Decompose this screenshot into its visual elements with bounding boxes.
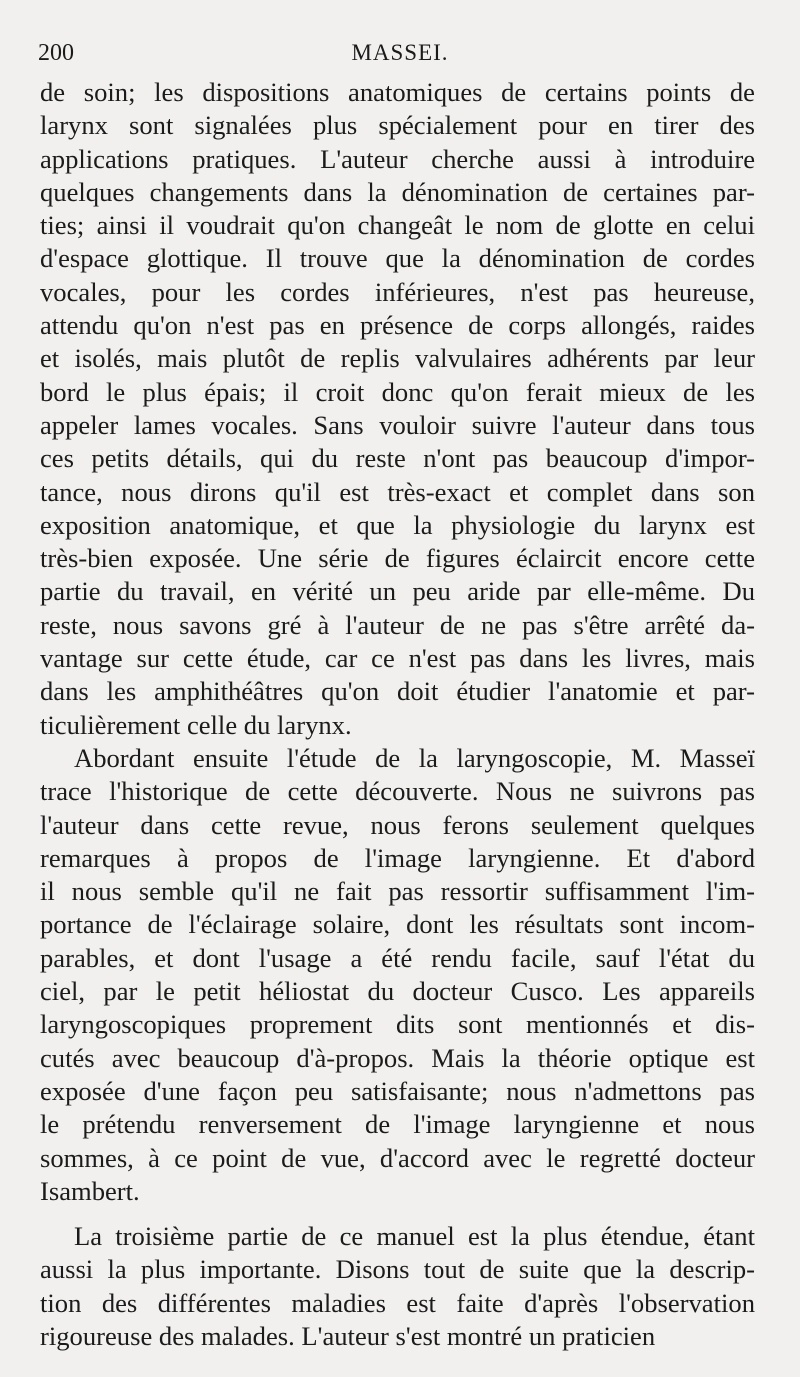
- text-line: bord le plus épais; il croit donc qu'on ferait mieux de les: [40, 376, 755, 407]
- text-line: exposée d'une façon peu satisfaisante; nous n'admettons pas: [40, 1075, 755, 1106]
- text-line: ciel, par le petit héliostat du docteur Cusco. Les appareils: [40, 976, 755, 1007]
- text-line: trace l'historique de cette découverte. Nous ne suivrons pas: [40, 776, 755, 807]
- running-head: MASSEI.: [351, 40, 449, 65]
- paragraph: [40, 76, 755, 742]
- text-line: partie du travail, en vérité un peu aride par elle-même. Du: [40, 576, 755, 607]
- text-line: le prétendu renversement de l'image laryngienne et nous: [40, 1109, 755, 1140]
- text-line: ties; ainsi il voudrait qu'on changeât le nom de glotte en celui: [40, 210, 755, 241]
- text-line: dans les amphithéâtres qu'on doit étudier l'anatomie et par-: [40, 676, 755, 707]
- text-line: La troisième partie de ce manuel est la plus étendue, étant: [74, 1221, 755, 1252]
- text-line: laryngoscopiques proprement dits sont mentionnés et dis-: [40, 1009, 755, 1040]
- paragraph: [40, 1220, 755, 1353]
- paragraph: [40, 742, 755, 1208]
- text-line: Abordant ensuite l'étude de la laryngoscopie, M. Masseï: [74, 742, 755, 773]
- text-line: vantage sur cette étude, car ce n'est pas dans les livres, mais: [40, 643, 755, 674]
- page-number: 200: [38, 40, 74, 66]
- text-line: rigoureuse des malades. L'auteur s'est montré un praticien: [40, 1320, 656, 1351]
- page-header: [38, 40, 762, 70]
- text-line: très-bien exposée. Une série de figures éclaircit encore cette: [40, 543, 755, 574]
- text-line: il nous semble qu'il ne fait pas ressortir suffisamment l'im-: [40, 876, 755, 907]
- text-line: ticulièrement celle du larynx.: [40, 709, 352, 740]
- text-line: reste, nous savons gré à l'auteur de ne pas s'être arrêté da-: [40, 609, 755, 640]
- text-line: sommes, à ce point de vue, d'accord avec le regretté docteur: [40, 1142, 755, 1173]
- text-line: larynx sont signalées plus spécialement pour en tirer des: [40, 110, 755, 141]
- text-line: appeler lames vocales. Sans vouloir suivre l'auteur dans tous: [40, 409, 755, 440]
- text-line: exposition anatomique, et que la physiologie du larynx est: [40, 509, 755, 540]
- text-line: tion des différentes maladies est faite d'après l'observation: [40, 1287, 755, 1318]
- text-line: d'espace glottique. Il trouve que la dénomination de cordes: [40, 243, 755, 274]
- text-line: Isambert.: [40, 1175, 140, 1206]
- text-line: ces petits détails, qui du reste n'ont pas beaucoup d'impor-: [40, 443, 755, 474]
- text-line: l'auteur dans cette revue, nous ferons seulement quelques: [40, 809, 755, 840]
- text-line: tance, nous dirons qu'il est très-exact et complet dans son: [40, 476, 755, 507]
- text-line: et isolés, mais plutôt de replis valvulaires adhérents par leur: [40, 343, 755, 374]
- text-line: remarques à propos de l'image laryngienne. Et d'abord: [40, 842, 755, 873]
- text-line: applications pratiques. L'auteur cherche aussi à introduire: [40, 143, 755, 174]
- text-line: cutés avec beaucoup d'à-propos. Mais la théorie optique est: [40, 1042, 755, 1073]
- text-line: attendu qu'on n'est pas en présence de corps allongés, raides: [40, 310, 755, 341]
- text-line: quelques changements dans la dénomination de certaines par-: [40, 176, 755, 207]
- body-text: [40, 76, 755, 1353]
- text-line: vocales, pour les cordes inférieures, n'est pas heureuse,: [40, 276, 755, 307]
- text-line: parables, et dont l'usage a été rendu facile, sauf l'état du: [40, 942, 755, 973]
- text-line: portance de l'éclairage solaire, dont les résultats sont incom-: [40, 909, 755, 940]
- text-line: aussi la plus importante. Disons tout de suite que la descrip-: [40, 1254, 755, 1285]
- text-line: de soin; les dispositions anatomiques de certains points de: [40, 77, 755, 107]
